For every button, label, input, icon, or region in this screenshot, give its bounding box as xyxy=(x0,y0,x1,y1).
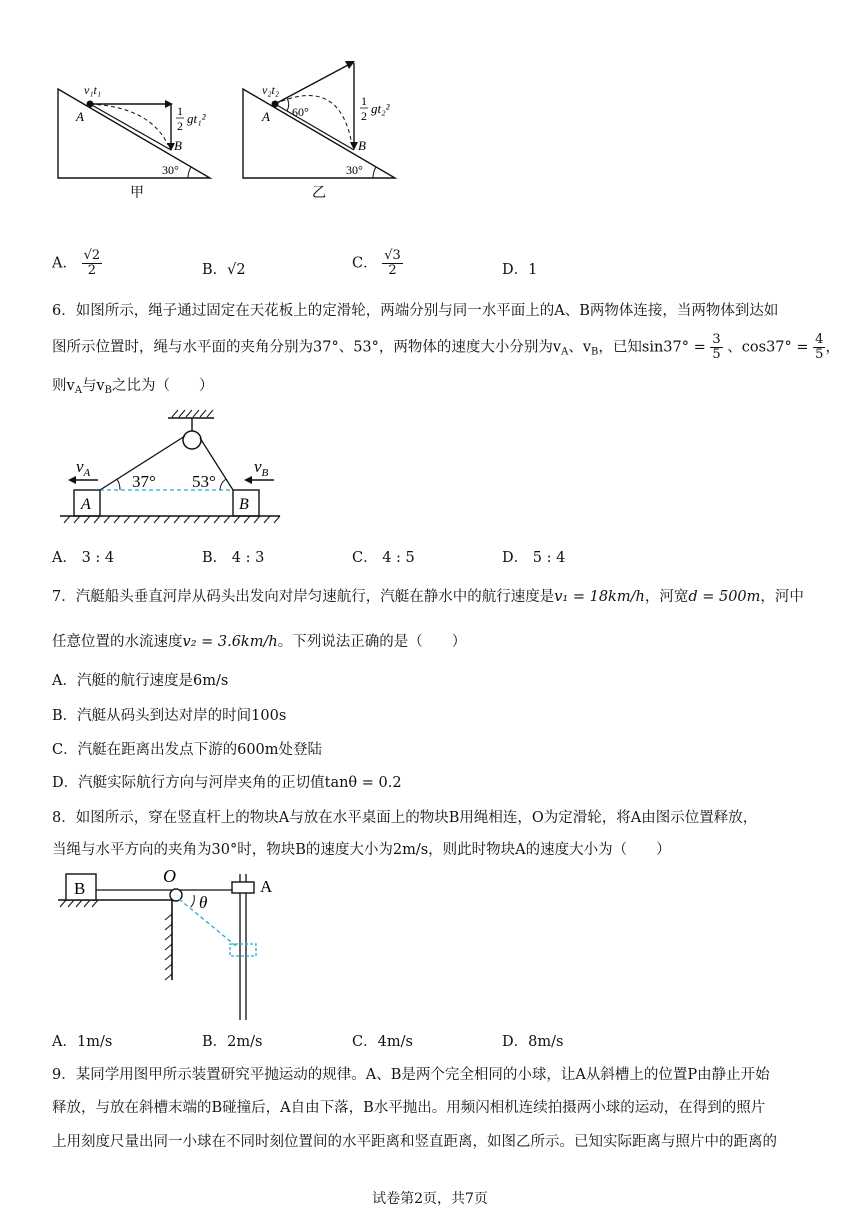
q5-option-c[interactable]: C． $\frac{√3}{2}$ xyxy=(352,248,401,278)
angle-arc-53 xyxy=(220,479,226,490)
velocity-b-label: $v_B$ xyxy=(254,457,269,479)
angle-theta: θ xyxy=(199,893,208,912)
q7-line-1: 7．汽艇船头垂直河岸从码头出发向对岸匀速航行，汽艇在静水中的航行速度是v₁ = 18km/h，河宽d = 500m，河中 xyxy=(52,589,804,605)
q5-option-b[interactable]: B．√2 xyxy=(202,262,246,278)
velocity-a-label: $v_A$ xyxy=(76,457,91,479)
q8-option-a[interactable]: A．1m/s xyxy=(52,1034,113,1050)
q9-line-2: 释放，与放在斜槽末端的B碰撞后，A自由下落，B水平抛出。用频闪相机连续拍摄两小球的运动，在得到的照片 xyxy=(52,1100,766,1116)
half-den-jia: 2 xyxy=(177,119,183,133)
angle-53: 53° xyxy=(192,472,216,491)
ceiling-hatch xyxy=(172,410,213,417)
q6-line-1: 6．如图所示，绳子通过固定在天花板上的定滑轮，两端分别与同一水平面上的A、B两物体连接，当两物体到达如 xyxy=(52,303,779,319)
trajectory-yi xyxy=(275,96,352,145)
point-a-jia: A xyxy=(76,109,84,124)
dashed-rope xyxy=(179,899,236,946)
q8-option-c[interactable]: C．4m/s xyxy=(352,1034,413,1050)
arrowhead-h-jia xyxy=(165,100,173,108)
q9-line-3: 上用刻度尺量出同一小球在不同时刻位置间的水平距离和竖直距离，如图乙所示。已知实际距离与照片中的距离的 xyxy=(52,1134,777,1150)
angle-30-jia: 30° xyxy=(162,163,179,177)
angle-arc-37 xyxy=(117,479,120,490)
block-a-label: A xyxy=(81,496,91,513)
table-side-hatch xyxy=(165,914,172,980)
block-b-label: B xyxy=(74,879,86,898)
angle-arc-60 xyxy=(287,98,289,111)
page-footer: 试卷第2页，共7页 xyxy=(372,1191,488,1207)
figure-jia xyxy=(58,83,210,201)
angle-60: 60° xyxy=(292,105,309,119)
ground-hatch xyxy=(64,516,280,523)
q7-option-b[interactable]: B．汽艇从码头到达对岸的时间100s xyxy=(52,708,287,724)
q7-option-a[interactable]: A．汽艇的航行速度是6m/s xyxy=(52,673,229,689)
velocity-b-head xyxy=(244,476,252,484)
q6-option-c[interactable]: C． 4 : 5 xyxy=(352,550,415,566)
half-num-yi: 1 xyxy=(361,94,367,108)
gt1-label: gt₁² xyxy=(187,111,206,126)
velocity-arrow-yi xyxy=(275,65,348,104)
fraction-cos: $\frac{4}{5}$ xyxy=(815,332,824,362)
angle-30-yi: 30° xyxy=(346,163,363,177)
displacement-jia xyxy=(90,104,171,150)
caption-yi: 乙 xyxy=(312,186,326,201)
caption-jia: 甲 xyxy=(130,186,144,201)
q7-option-d[interactable]: D．汽艇实际航行方向与河岸夹角的正切值tanθ = 0.2 xyxy=(52,775,402,791)
pulley-label: O xyxy=(163,866,176,886)
pulley xyxy=(183,431,201,449)
q6-option-b[interactable]: B． 4 : 3 xyxy=(202,550,265,566)
point-b-jia: B xyxy=(174,138,182,153)
figure-yi xyxy=(243,61,395,201)
angle-arc-jia xyxy=(188,167,191,178)
q7-line-2: 任意位置的水流速度v₂ = 3.6km/h。下列说法正确的是（ ） xyxy=(52,634,467,650)
q6-option-d[interactable]: D． 5 : 4 xyxy=(502,550,566,566)
fraction: $\frac{√2}{2}$ xyxy=(83,248,101,278)
gt2-label: gt₂² xyxy=(371,101,390,116)
q8-option-b[interactable]: B．2m/s xyxy=(202,1034,263,1050)
figure-q6 xyxy=(52,408,292,526)
half-den-yi: 2 xyxy=(361,109,367,123)
q6-line-2: 图所示位置时，绳与水平面的夹角分别为37°、53°，两物体的速度大小分别为$v_A$、$v_B$，已知sin37° = $\frac{3}{5}$ 、cos37° = $\frac{4}{5}$ ， xyxy=(52,332,840,362)
q8-line-1: 8．如图所示，穿在竖直杆上的物块A与放在水平桌面上的物块B用绳相连，O为定滑轮，将A由图示位置释放， xyxy=(52,810,758,826)
angle-arc-theta xyxy=(191,895,194,907)
q5-option-a[interactable]: A． $\frac{√2}{2}$ xyxy=(52,248,101,278)
velocity-a-head xyxy=(68,476,76,484)
fraction: $\frac{√3}{2}$ xyxy=(384,248,401,278)
angle-37: 37° xyxy=(132,472,156,491)
block-b-label: B xyxy=(239,496,249,513)
fraction-sin: $\frac{3}{5}$ xyxy=(712,332,721,362)
q5-option-d[interactable]: D．1 xyxy=(502,262,538,278)
point-b-yi: B xyxy=(358,138,366,153)
q7-option-c[interactable]: C．汽艇在距离出发点下游的600m处登陆 xyxy=(52,742,323,758)
q6-option-a[interactable]: A． 3 : 4 xyxy=(52,550,115,566)
v1t1-label: v₁t₁ xyxy=(84,83,102,97)
v2t2-label: v₂t₂ xyxy=(262,83,280,97)
angle-arc-yi xyxy=(373,167,376,178)
half-num-jia: 1 xyxy=(177,104,183,118)
q6-line-3: 则$v_A$与$v_B$之比为（ ） xyxy=(52,378,214,396)
incline-jia xyxy=(58,89,210,178)
figure-q5 xyxy=(40,55,420,205)
figure-q8 xyxy=(52,862,292,1022)
q9-line-1: 9．某同学用图甲所示装置研究平抛运动的规律。A、B是两个完全相同的小球，让A从斜槽上的位置P由静止开始 xyxy=(52,1067,770,1083)
block-a-label: A xyxy=(260,877,273,896)
point-a-yi: A xyxy=(262,109,270,124)
q8-option-d[interactable]: D．8m/s xyxy=(502,1034,564,1050)
dashed-block-a xyxy=(230,944,256,956)
q8-line-2: 当绳与水平方向的夹角为30°时，物块B的速度大小为2m/s，则此时物块A的速度大小为（ ） xyxy=(52,842,671,858)
table-hatch xyxy=(60,900,98,907)
block-a xyxy=(232,882,254,893)
